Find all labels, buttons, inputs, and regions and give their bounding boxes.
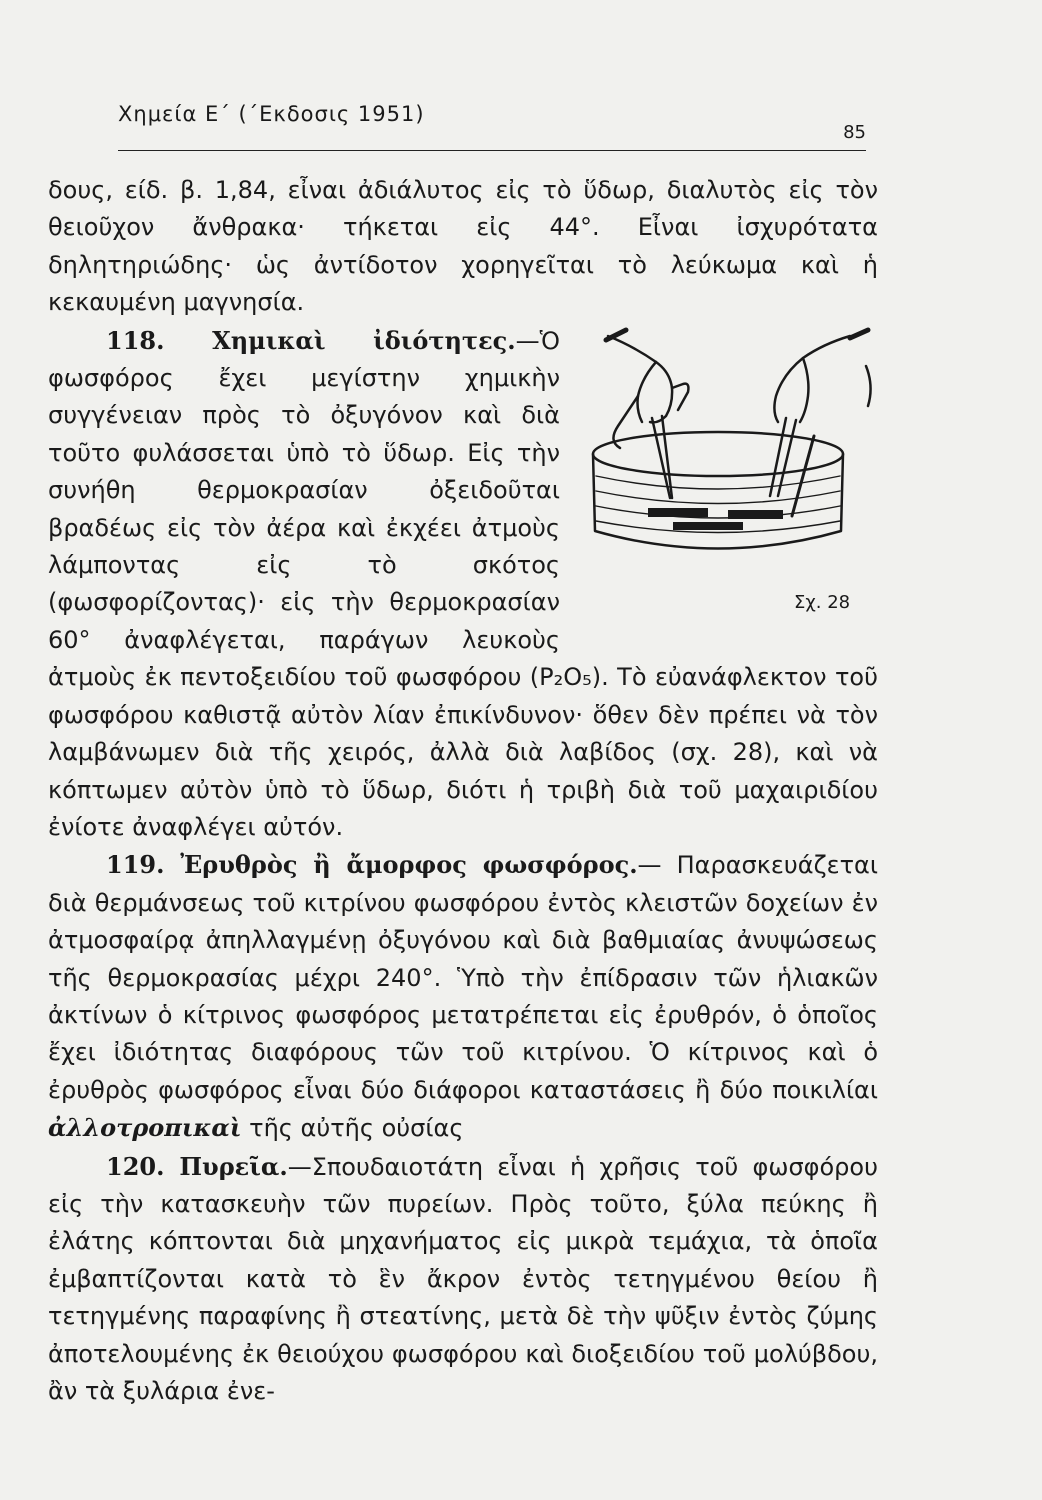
section-118 — [48, 322, 878, 847]
paragraph-continuation: δους, είδ. β. 1,84, εἶναι ἀδιάλυτος εἰς τὸ ὕδωρ, διαλυτὸς εἰς τὸν θειοῦχον ἄνθρακα· τήκεται εἰς 44°. Εἶναι ἰσχυρότατα δηλητηριώδης· ὡς ἀντίδοτον χορηγεῖται τὸ λεύκωμα καὶ ἡ κεκαυμένη μαγνησία. — [48, 176, 878, 317]
section-119 — [48, 846, 878, 1147]
page-header — [118, 96, 866, 143]
section-end-119: τῆς αὐτῆς οὐσίας — [249, 1114, 464, 1143]
tongs-water-dish-icon — [578, 326, 878, 576]
section-heading-119: 119. Ἐρυθρὸς ἢ ἄμορφος φωσφόρος. — [106, 850, 638, 880]
section-heading-118: 118. Χημικαὶ ἰδιότητες. — [106, 325, 516, 355]
section-text-120: —Σπουδαιοτάτη εἶναι ἡ χρῆσις τοῦ φωσφόρου εἰς τὴν κατασκευὴν τῶν πυρείων. Πρὸς τοῦτο, ξύλα πεύκης ἢ ἐλάτης κόπτονται διὰ μηχανήματος εἰς μικρὰ τεμάχια, τὰ ὁποῖα ἐμβαπτίζονται κατὰ τὸ ἓν ἄκρον ἐντὸς τετηγμένου θείου ἢ τετηγμένης παραφίνης ἢ στεατίνης, μετὰ δὲ τὴν ψῦξιν ἐντὸς ζύμης ἀποτελουμένης ἐκ θειούχου φωσφόρου καὶ διοξειδίου τοῦ μολύβδου, ἂν τὰ ξυλάρια ἐνε- — [48, 1152, 878, 1405]
allotropic-term: ἀλλοτροπικαὶ — [48, 1113, 242, 1143]
section-text-118: —Ὁ φωσφόρος ἔχει μεγίστην χημικὴν συγγένειαν πρὸς τὸ ὀξυγόνον καὶ διὰ τοῦτο φυλάσσεται ὑπὸ τὸ ὕδωρ. Εἰς τὴν συνήθη θερμοκρασίαν ὀξειδοῦται βραδέως εἰς τὸν ἀέρα καὶ ἐκχέει ἀτμοὺς λάμποντας εἰς τὸ σκότος (φωσφορίζοντας)· εἰς τὴν θερμοκρασίαν 60° ἀναφλέγεται, παράγων λευκοὺς ἀτμοὺς ἐκ πεντοξειδίου τοῦ φωσφόρου (P₂O₅). Τὸ εὐανάφλεκτον τοῦ φωσφόρου καθιστᾷ αὐτὸν λίαν ἐπικίνδυνον· ὅθεν δὲν πρέπει νὰ τὸν λαμβάνωμεν διὰ τῆς χειρός, ἀλλὰ διὰ λαβίδος (σχ. 28), καὶ νὰ κόπτωμεν αὐτὸν ὑπὸ τὸ ὕδωρ, διότι ἡ τριβὴ διὰ τοῦ μαχαιριδίου ἐνίοτε ἀναφλέγει αὐτόν. — [48, 326, 878, 841]
figure-caption: Σχ. 28 — [794, 591, 851, 613]
page-number: 85 — [843, 122, 866, 143]
section-heading-120: 120. Πυρεῖα. — [106, 1151, 288, 1181]
section-120 — [48, 1148, 878, 1411]
running-head: Χημεία Ε΄ (΄Εκδοσις 1951) — [118, 102, 425, 126]
figure-28 — [578, 322, 878, 646]
section-text-119: — Παρασκευάζεται διὰ θερμάνσεως τοῦ κιτρίνου φωσφόρου ἐντὸς κλειστῶν δοχείων ἐν ἀτμοσφαίρᾳ ἀπηλλαγμένῃ ὀξυγόνου καὶ διὰ βαθμιαίας ἀνυψώσεως τῆς θερμοκρασίας μέχρι 240°. Ὑπὸ τὴν ἐπίδρασιν τῶν ἡλιακῶν ἀκτίνων ὁ κίτρινος φωσφόρος μετατρέπεται εἰς ἐρυθρόν, ὁ ὁποῖος ἔχει ἰδιότητας διαφόρους τῶν τοῦ κιτρίνου. Ὁ κίτρινος καὶ ὁ ἐρυθρὸς φωσφόρος εἶναι δύο διάφοροι καταστάσεις ἢ δύο ποικιλίαι — [48, 851, 878, 1104]
body-text — [48, 172, 878, 1410]
header-rule — [118, 150, 866, 151]
